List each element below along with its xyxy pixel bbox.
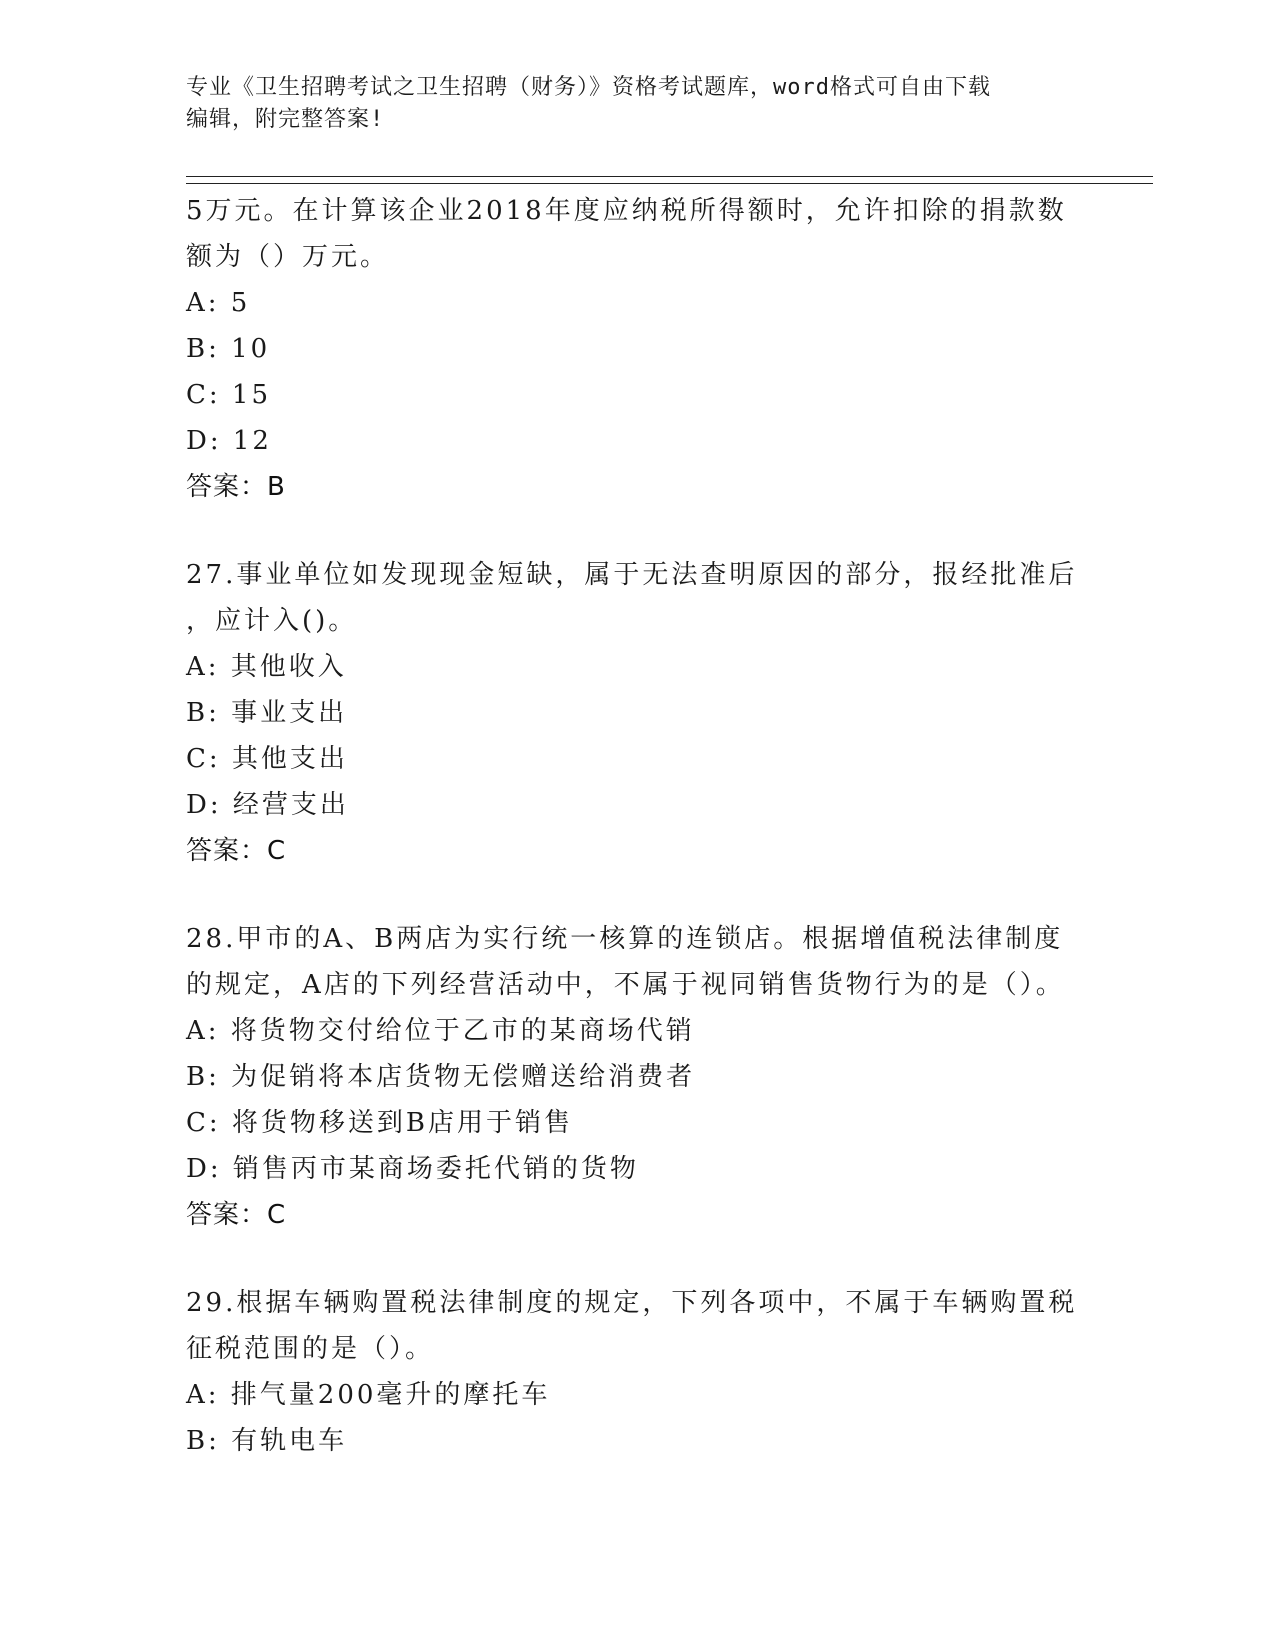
option-c: C: 15 — [186, 380, 272, 410]
option-b: B: 为促销将本店货物无偿赠送给消费者 — [186, 1062, 696, 1092]
option-c: C: 将货物移送到B店用于销售 — [186, 1108, 574, 1138]
question-text-line: 28.甲市的A、B两店为实行统一核算的连锁店。根据增值税法律制度 — [186, 924, 1064, 954]
spacer — [186, 1238, 1086, 1280]
answer-line: 答案：C — [186, 1200, 287, 1230]
question-text-line: 的规定，A店的下列经营活动中，不属于视同销售货物行为的是（）。 — [186, 970, 1065, 1000]
spacer — [186, 874, 1086, 916]
option-b: B: 事业支出 — [186, 698, 348, 728]
header-rule-bottom — [186, 183, 1153, 184]
option-b: B: 10 — [186, 334, 271, 364]
option-d: D: 经营支出 — [186, 790, 349, 820]
question-text-line: 征税范围的是（）。 — [186, 1334, 435, 1364]
option-a: A: 其他收入 — [186, 652, 347, 682]
question-27 — [186, 552, 1086, 874]
option-b: B: 有轨电车 — [186, 1426, 348, 1456]
option-d: D: 12 — [186, 426, 272, 456]
header-line-1: 专业《卫生招聘考试之卫生招聘（财务）》资格考试题库，word格式可自由下载 — [186, 75, 991, 100]
document-header — [186, 72, 1086, 136]
question-text-line: 29.根据车辆购置税法律制度的规定，下列各项中，不属于车辆购置税 — [186, 1288, 1078, 1318]
question-29 — [186, 1280, 1086, 1464]
header-rule-top — [186, 176, 1153, 177]
question-text-line: 额为（）万元。 — [186, 242, 390, 272]
option-d: D: 销售丙市某商场委托代销的货物 — [186, 1154, 639, 1184]
question-text-line: 5万元。在计算该企业2018年度应纳税所得额时，允许扣除的捐款数 — [186, 196, 1067, 226]
header-line-2: 编辑，附完整答案! — [186, 107, 385, 132]
question-content — [186, 188, 1086, 1464]
question-28 — [186, 916, 1086, 1238]
option-c: C: 其他支出 — [186, 744, 348, 774]
option-a: A: 5 — [186, 288, 251, 318]
question-text-line: 27.事业单位如发现现金短缺，属于无法查明原因的部分，报经批准后 — [186, 560, 1078, 590]
answer-line: 答案：C — [186, 836, 287, 866]
question-text-line: ，应计入()。 — [186, 606, 358, 636]
answer-line: 答案：B — [186, 472, 286, 502]
option-a: A: 将货物交付给位于乙市的某商场代销 — [186, 1016, 695, 1046]
option-a: A: 排气量200毫升的摩托车 — [186, 1380, 551, 1410]
spacer — [186, 510, 1086, 552]
question-26 — [186, 188, 1086, 510]
